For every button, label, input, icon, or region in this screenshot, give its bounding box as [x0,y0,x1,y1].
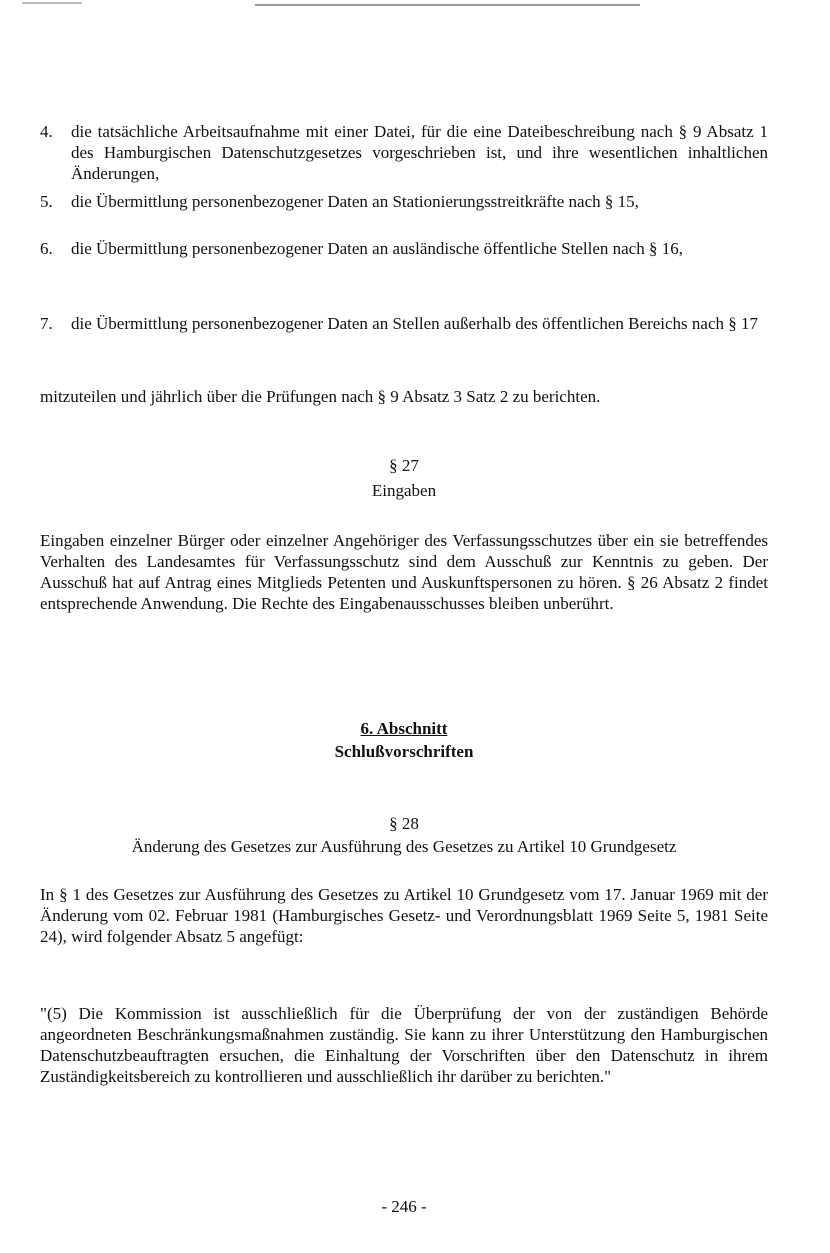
list-item [40,121,768,184]
list-item-number: 7. [40,314,53,333]
section-28-title: Änderung des Gesetzes zur Ausführung des Gesetzes zu Artikel 10 Grundgesetz [131,837,677,856]
list-item [40,238,768,259]
section-28-number: § 28 [389,814,419,833]
chapter-title: Schlußvorschriften [334,742,474,761]
page-number: - 246 - [381,1197,427,1216]
section-27-number: § 27 [389,456,419,475]
list-item-text: die tatsächliche Arbeitsaufnahme mit einer Datei, für die eine Dateibeschreibung nach § 9 Absatz 1 des Hamburgischen Datenschutzgesetzes vorgeschrieben ist, und ihre wesentlichen inhaltlichen Änderungen, [71,122,768,183]
scan-artifact-line [255,4,640,6]
closing-sentence: mitzuteilen und jährlich über die Prüfungen nach § 9 Absatz 3 Satz 2 zu berichten. [40,387,601,406]
list-item-number: 5. [40,192,53,211]
list-item-number: 6. [40,239,53,258]
scan-artifact-mark [22,2,82,4]
section-28-quote: "(5) Die Kommission ist ausschließlich für die Überprüfung der von der zuständigen Behörde angeordneten Beschränkungsmaßnahmen zuständig. Sie kann zu ihrer Unterstützung den Hamburgischen Datenschutzbeauftragten ersuchen, die Einhaltung der Vorschriften über den Datenschutz in ihrem Zuständigkeitsbereich zu kontrollieren und ausschließlich ihr darüber zu berichten." [40,1004,768,1086]
list-item-text: die Übermittlung personenbezogener Daten an ausländische öffentliche Stellen nach § 16, [71,239,683,258]
section-27-body: Eingaben einzelner Bürger oder einzelner Angehöriger des Verfassungsschutzes über ein sie betreffendes Verhalten des Landesamtes für Verfassungsschutz sind dem Ausschuß zur Kenntnis zu geben. Der Ausschuß hat auf Antrag eines Mitglieds Petenten und Auskunftspersonen zu hören. § 26 Absatz 2 findet entsprechende Anwendung. Die Rechte des Eingabenausschusses bleiben unberührt. [40,531,768,613]
chapter-number: 6. Abschnitt [360,719,448,738]
list-item [40,191,768,212]
section-27-title: Eingaben [371,481,437,500]
list-item [40,313,768,334]
section-28-body: In § 1 des Gesetzes zur Ausführung des Gesetzes zu Artikel 10 Grundgesetz vom 17. Januar 1969 mit der Änderung vom 02. Februar 1981 (Hamburgisches Gesetz- und Verordnungsblatt 1969 Seite 5, 1981 Seite 24), wird folgender Absatz 5 angefügt: [40,885,768,946]
list-item-text: die Übermittlung personenbezogener Daten an Stationierungsstreitkräfte nach § 15, [71,192,639,211]
list-item-text: die Übermittlung personenbezogener Daten an Stellen außerhalb des öffentlichen Bereichs nach § 17 [71,314,758,333]
list-item-number: 4. [40,122,53,141]
